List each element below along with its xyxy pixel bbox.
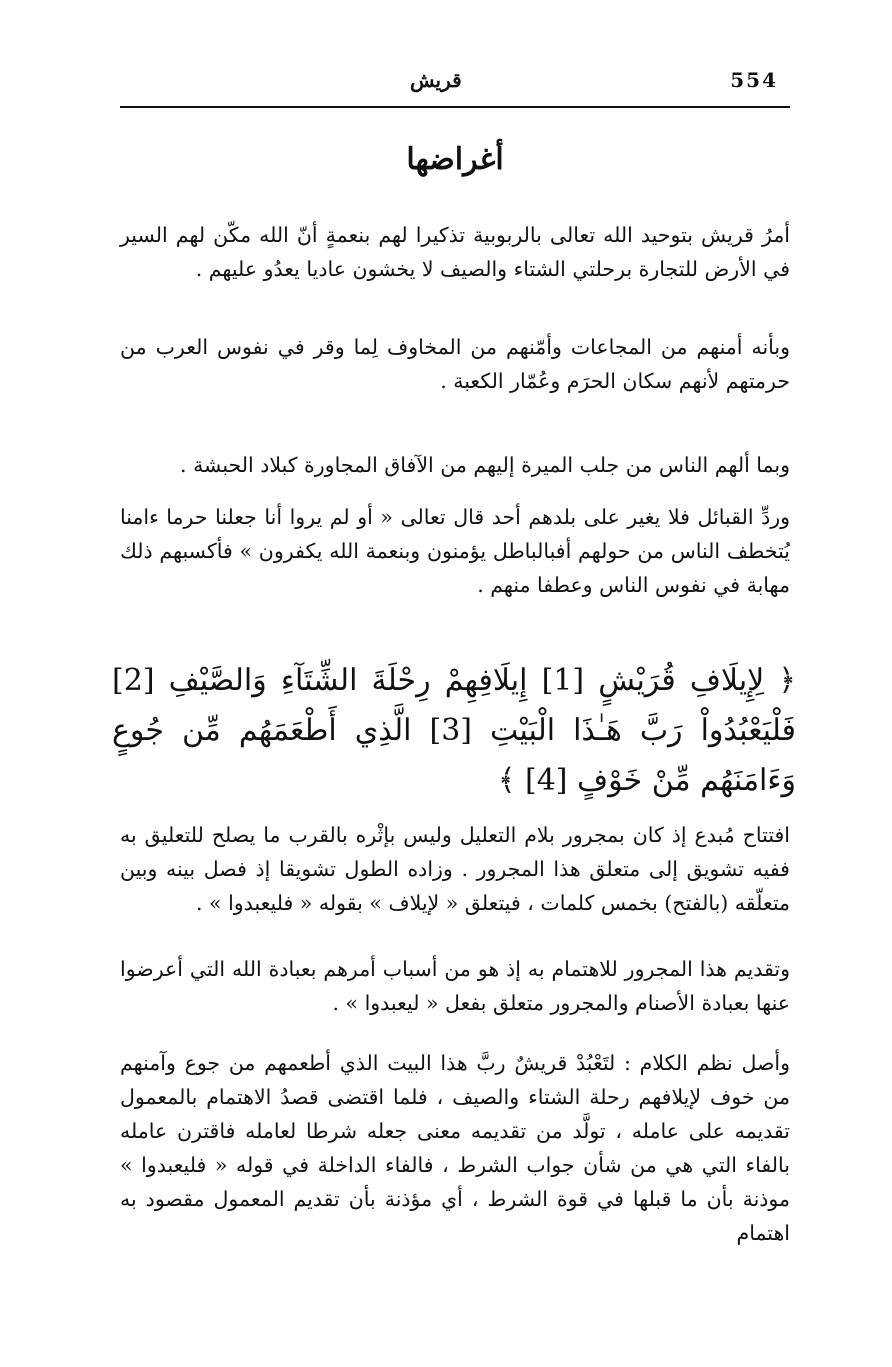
running-head: قريش — [410, 68, 462, 92]
paragraph-5: افتتاح مُبدع إذ كان بمجرور بلام التعليل وليس بإثْره بالقرب ما يصلح للتعليق به ففيه تشويق إلى متعلق هذا المجرور . وزاده الطول تشويقا إذ فصل بينه وبين متعلّقه (بالفتح) بخمس كلمات ، فيتعلق « لإيلاف » بقوله « فليعبدوا » . — [120, 823, 790, 915]
section-title: أغراضها — [406, 142, 504, 177]
quran-verse: ﴿ لِإِيلَافِ قُرَيْشٍ [1] إِيلَافِهِمْ رِحْلَةَ الشِّتَآءِ وَالصَّيْفِ [2] فَلْيَعْبُدُواْ رَبَّ هَـٰذَا الْبَيْتِ [3] الَّذِي أَطْعَمَهُم مِّن جُوعٍ وَءَامَنَهُم مِّنْ خَوْفٍ [4] ﴾ — [112, 663, 797, 798]
paragraph-4: وردِّ القبائل فلا يغير على بلدهم أحد قال تعالى « أو لم يروا أنا جعلنا حرما ءامنا يُتخطف الناس من حولهم أفبالباطل يؤمنون وبنعمة الله يكفرون » فأكسبهم ذلك مهابة في نفوس الناس وعطفا منهم . — [120, 505, 790, 597]
paragraph-1: أمرُ قريش بتوحيد الله تعالى بالربوبية تذكيرا لهم بنعمةٍ أنّ الله مكّن لهم السير في الأرض للتجارة برحلتي الشتاء والصيف لا يخشون عاديا يعدُو عليهم . — [120, 223, 790, 281]
page-header — [120, 62, 790, 108]
paragraph-2: وبأنه أمنهم من المجاعات وأمّنهم من المخاوف لِما وقر في نفوس العرب من حرمتهم لأنهم سكان الحرَم وعُمّار الكعبة . — [120, 335, 790, 393]
paragraph-6: وتقديم هذا المجرور للاهتمام به إذ هو من أسباب أمرهم بعبادة الله التي أعرضوا عنها بعبادة الأصنام والمجرور متعلق بفعل « ليعبدوا » . — [120, 957, 790, 1015]
paragraph-7: وأصل نظم الكلام : لتَعْبُدْ قريشٌ ربَّ هذا البيت الذي أطعمهم من جوع وآمنهم من خوف لإيلافهم رحلة الشتاء والصيف ، فلما اقتضى قصدُ الاهتمام بالمعمول تقديمه على عامله ، تولَّد من تقديمه معنى جعله شرطا لعامله فاقترن عامله بالفاء التي هي من شأن جواب الشرط ، فالفاء الداخلة في قوله « فليعبدوا » موذنة بأن ما قبلها في قوة الشرط ، أي مؤذنة بأن تقديم المعمول مقصود به اهتمام — [120, 1051, 790, 1245]
page-number: 554 — [730, 68, 778, 92]
paragraph-3: وبما ألهم الناس من جلب الميرة إليهم من الآفاق المجاورة كبلاد الحبشة . — [180, 453, 790, 477]
